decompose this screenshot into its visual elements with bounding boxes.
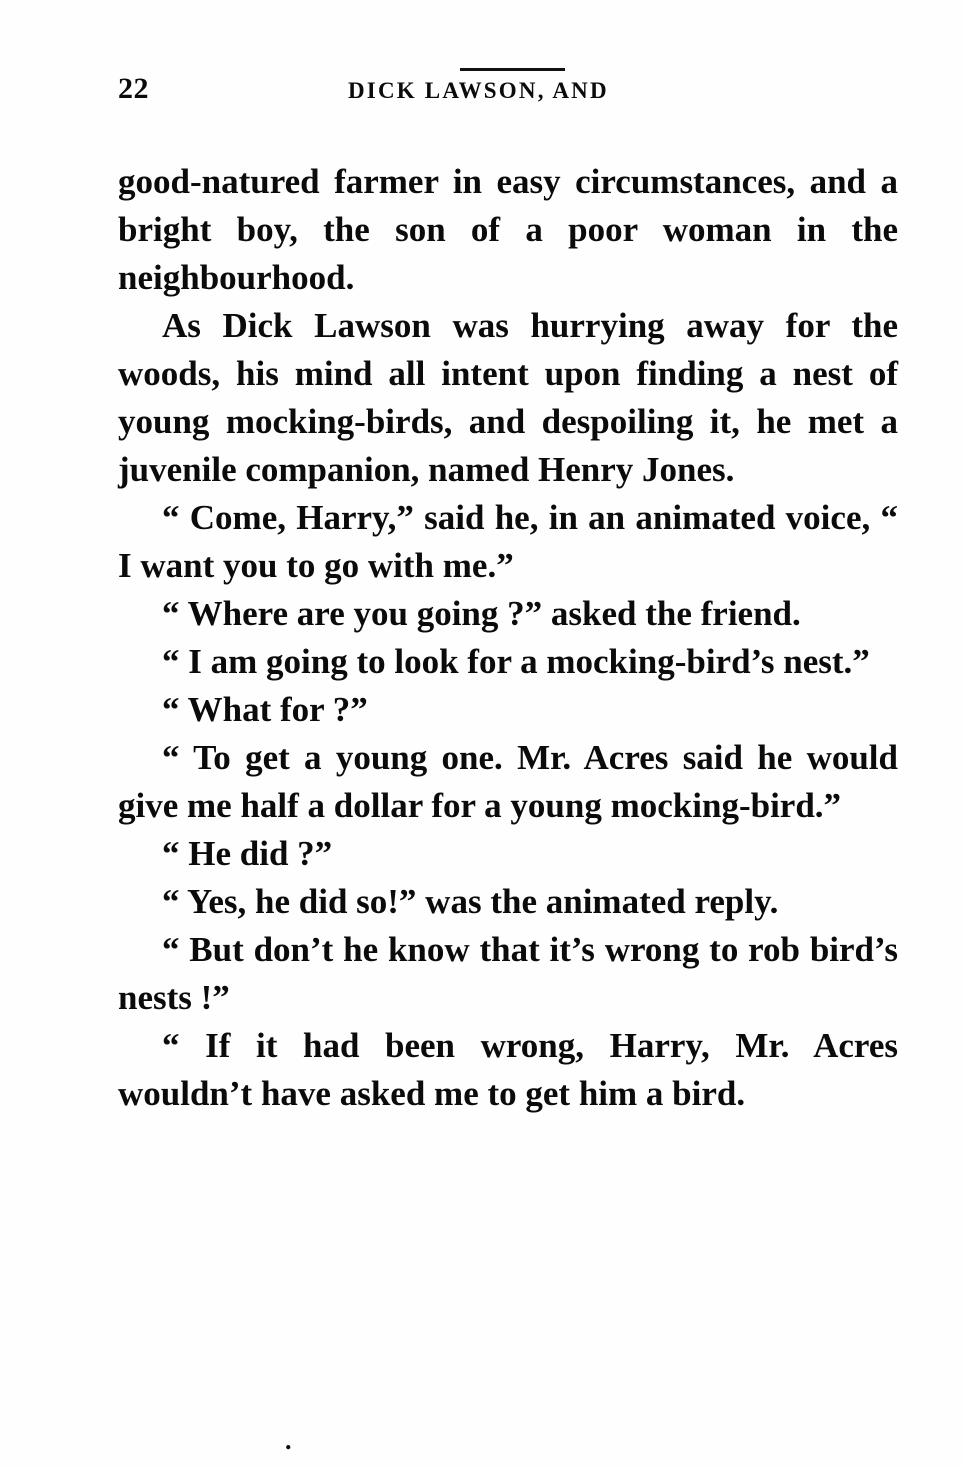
paragraph: “ To get a young one. Mr. Acres said he would give me half a dollar for a young mocking-bird.” [118,738,898,825]
paragraph: “ He did ?” [162,834,333,873]
page-header [118,72,838,112]
page-foot-mark: . [285,1426,292,1455]
running-head: DICK LAWSON, AND [348,78,609,103]
paragraph: “ Yes, he did so!” was the animated reply. [162,882,779,921]
paragraph: As Dick Lawson was hurrying away for the woods, his mind all intent upon finding a nest of young mocking-birds, and despoiling it, he met a juvenile companion, named Henry Jones. [118,306,898,489]
paragraph: good-natured farmer in easy circumstances, and a bright boy, the son of a poor woman in the neighbourhood. [118,162,898,297]
header-rule [460,68,565,71]
paragraph: “ I am going to look for a mocking-bird’s nest.” [162,642,870,681]
body-text [118,158,898,1118]
paragraph: “ But don’t he know that it’s wrong to rob bird’s nests !” [118,930,898,1017]
paragraph: “ Where are you going ?” asked the friend. [162,594,801,633]
paragraph: “ Come, Harry,” said he, in an animated voice, “ I want you to go with me.” [118,498,898,585]
paragraph: “ If it had been wrong, Harry, Mr. Acres wouldn’t have asked me to get him a bird. [118,1026,898,1113]
page-number: 22 [118,72,149,105]
paragraph: “ What for ?” [162,690,368,729]
